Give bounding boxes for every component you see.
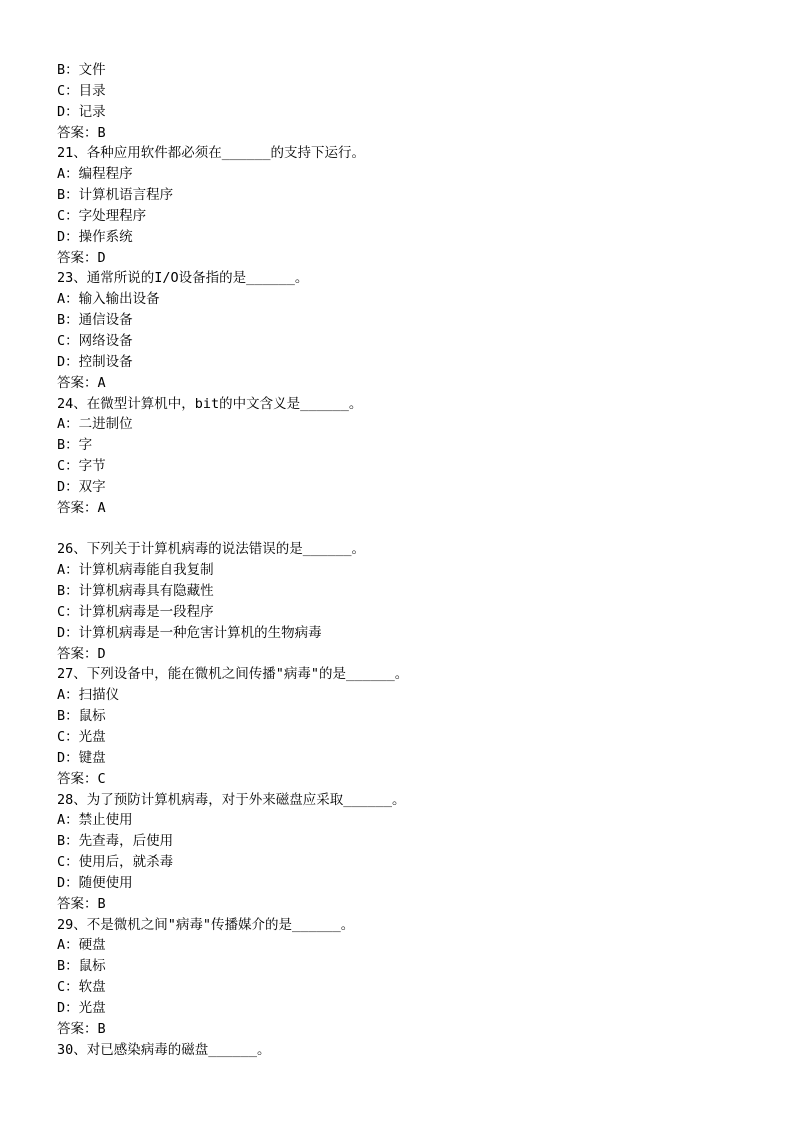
option-text: C：软盘 [57, 979, 106, 996]
answer-text: 答案：A [57, 499, 106, 516]
option-text: D：键盘 [57, 749, 106, 766]
option-text: D：计算机病毒是一种危害计算机的生物病毒 [57, 624, 322, 641]
option-text: B：通信设备 [57, 312, 133, 329]
option-text: A：硬盘 [57, 937, 106, 954]
question-text: 29、不是微机之间"病毒"传播媒介的是______。 [57, 916, 355, 933]
answer-text: 答案：B [57, 124, 106, 141]
option-text: B：鼠标 [57, 708, 106, 725]
answer-text: 答案：D [57, 249, 106, 266]
question-text: 28、为了预防计算机病毒，对于外来磁盘应采取______。 [57, 791, 406, 808]
option-text: A：二进制位 [57, 416, 133, 433]
question-text: 23、通常所说的I/O设备指的是______。 [57, 270, 309, 287]
option-text: B：先查毒，后使用 [57, 833, 174, 850]
question-text: 30、对已感染病毒的磁盘______。 [57, 1041, 271, 1058]
option-text: C：目录 [57, 82, 106, 99]
option-text: A：禁止使用 [57, 812, 133, 829]
option-text: D：随便使用 [57, 874, 133, 891]
option-text: B：计算机语言程序 [57, 187, 174, 204]
option-text: D：记录 [57, 103, 106, 120]
option-text: A：编程程序 [57, 166, 133, 183]
question-text: 24、在微型计算机中，bit的中文含义是______。 [57, 395, 363, 412]
option-text: D：控制设备 [57, 353, 133, 370]
option-text: D：双字 [57, 478, 106, 495]
option-text: C：光盘 [57, 729, 106, 745]
option-text: A：扫描仪 [57, 687, 120, 704]
blank-line [57, 519, 757, 540]
option-text: D：操作系统 [57, 228, 133, 245]
document-page [57, 60, 757, 1061]
option-text: C：网络设备 [57, 332, 133, 349]
answer-text: 答案：D [57, 645, 106, 662]
question-text: 26、下列关于计算机病毒的说法错误的是______。 [57, 541, 366, 558]
option-text: C：使用后，就杀毒 [57, 854, 174, 871]
answer-text: 答案：C [57, 770, 106, 787]
answer-text: 答案：B [57, 1020, 106, 1037]
option-text: B：字 [57, 437, 93, 454]
option-text: C：字处理程序 [57, 207, 147, 224]
question-text: 21、各种应用软件都必须在______的支持下运行。 [57, 145, 366, 162]
option-text: B：计算机病毒具有隐藏性 [57, 583, 214, 600]
option-text: A：输入输出设备 [57, 291, 160, 308]
option-text: D：光盘 [57, 999, 106, 1016]
option-text: C：计算机病毒是一段程序 [57, 603, 214, 620]
answer-text: 答案：A [57, 374, 106, 391]
answer-text: 答案：B [57, 895, 106, 912]
option-text: A：计算机病毒能自我复制 [57, 562, 214, 579]
option-text: C：字节 [57, 458, 106, 475]
question-text: 27、下列设备中，能在微机之间传播"病毒"的是______。 [57, 666, 409, 683]
option-text: B：鼠标 [57, 958, 106, 975]
option-text: B：文件 [57, 62, 106, 78]
